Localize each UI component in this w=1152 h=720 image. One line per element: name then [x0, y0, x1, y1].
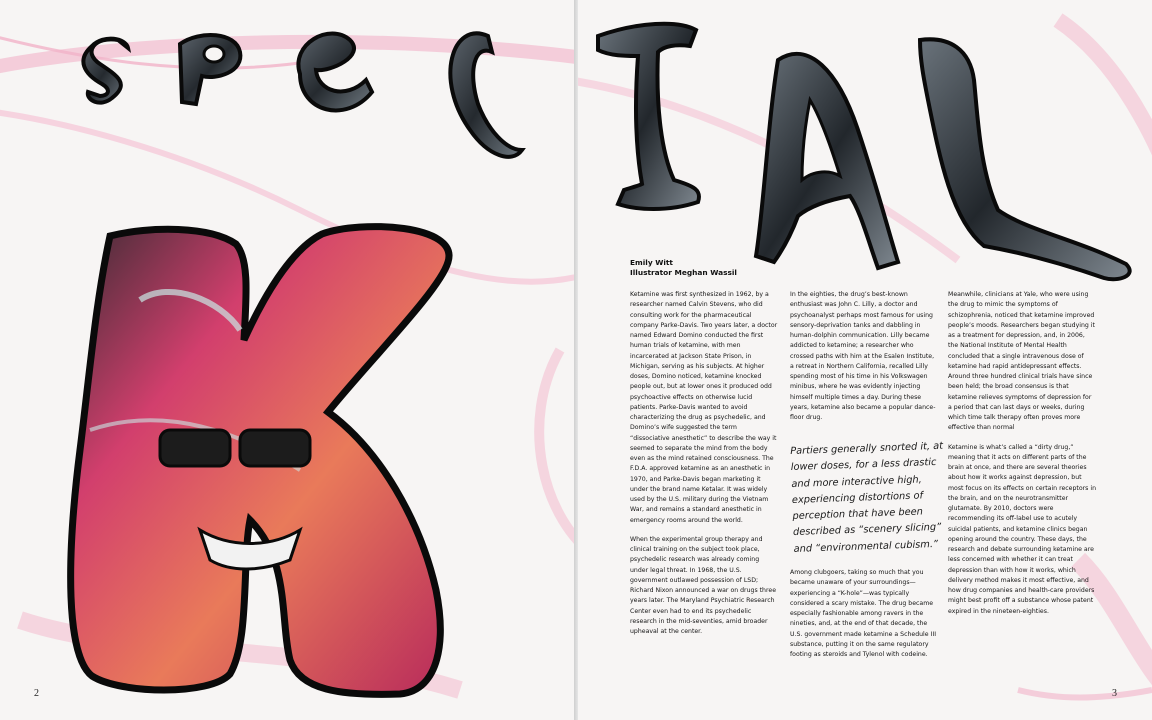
paragraph: Ketamine is what’s called a “dirty drug,” meaning that it acts on different parts of the brain at once, and there are several theories about how it works against depression, but most focus on its effects on certain receptors in the brain, and on the neurotransmitter glutamate. By 2010, doctors were recommending its off-label use to acutely suicidal patients, and ketamine clinics began opening around the country. These days, the research and debate surrounding ketamine are less concerned with whether it can treat depression than with how it works, which delivery method makes it most effective, and how drug companies and health-care providers might best profit off a substance whose patent expired in the nineteen-eighties. [948, 443, 1097, 615]
letter-a [756, 54, 898, 268]
paragraph: Among clubgoers, taking so much that you became unaware of your surroundings—experiencing a “K-hole”—was typically considered a scary mistake. The drug became especially fashionable among ravers in the nineties, and, at the end of that decade, the U.S. government made ketamine a Schedule III substance, putting it on the same regulatory footing as steroids and Tylenol with codeine. [790, 569, 937, 658]
left-page [0, 0, 574, 720]
page-number-left: 2 [34, 688, 39, 699]
paragraph: Meanwhile, clinicians at Yale, who were using the drug to mimic the symptoms of schizophrenia, noticed that ketamine improved people’s moods. Researchers began studying it as a treatment for depression, and, in 2006, the National Institute of Mental Health concluded that a single intravenous dose of ketamine had rapid antidepressant effects. Around three hundred clinical trials have since been held; the broad consensus is that ketamine relieves symptoms of depression for a period that can last days or weeks, during which time talk therapy often proves more effective than normal [948, 291, 1095, 432]
letter-c [450, 33, 522, 156]
letter-p [180, 35, 240, 104]
author-name: Emily Witt [630, 258, 673, 267]
letter-l [920, 39, 1130, 279]
paragraph: Ketamine was first synthesized in 1962, by a researcher named Calvin Stevens, who did consulting work for the pharmaceutical company Parke-Davis. Two years later, a doctor named Edward Domino conducted the first human trials of ketamine, with men incarcerated at Jackson State Prison, in Michigan, serving as his subjects. At higher doses, Domino noticed, ketamine knocked people out, but at lower ones it produced odd psychoactive effects on otherwise lucid patients. Parke-Davis wanted to avoid characterizing the drug as psychedelic, and Domino’s wife suggested the term “dissociative anesthetic” to describe the way it seemed to separate the mind from the body even as the mind retained consciousness. The F.D.A. approved ketamine as an anesthetic in 1970, and Parke-Davis began marketing it under the brand name Ketalar. It was widely used by the U.S. military during the Vietnam War, and remains a standard anesthetic in emergency rooms around the world. [630, 291, 778, 524]
page-number-right: 3 [1112, 688, 1117, 699]
byline [630, 258, 737, 278]
letter-e [298, 34, 372, 111]
paragraph: When the experimental group therapy and clinical training on the subject took place, psychedelic research was already coming under legal threat. In 1968, the U.S. government outlawed possession of LSD; Richard Nixon announced a war on drugs three years later. The Maryland Psychiatric Research Center even had to end its psychedelic research in the mid-seventies, amid broader upheaval at the center. [630, 535, 776, 635]
title-letters-left [0, 0, 574, 720]
paragraph: In the eighties, the drug’s best-known enthusiast was John C. Lilly, a doctor and psychoanalyst perhaps most famous for using sensory-deprivation tanks and dabbling in human-dolphin communication. Lilly became addicted to ketamine; a researcher who crossed paths with him at the Esalen Institute, a retreat in Northern California, recalled Lilly spending most of his time in his Volkswagen minibus, where he was evidently injecting himself multiple times a day. During these years, ketamine also became a popular dance-floor drug. [790, 291, 936, 421]
article-column-2 [790, 290, 938, 432]
article-column-1 [630, 290, 778, 646]
letter-i [598, 24, 699, 209]
feature-letter-k [71, 227, 449, 695]
article-column-2-lower [790, 568, 938, 660]
article-column-3 [948, 290, 1096, 626]
pull-quote: Partiers generally snorted it, at lower doses, for a less drastic and more interactive high, experiencing distortions of perception that have been described as “scenery slicing” and “environmental cubism.” [790, 440, 944, 555]
letter-s [83, 39, 128, 103]
right-page [578, 0, 1152, 720]
illustrator-credit: Illustrator Meghan Wassil [630, 268, 737, 277]
